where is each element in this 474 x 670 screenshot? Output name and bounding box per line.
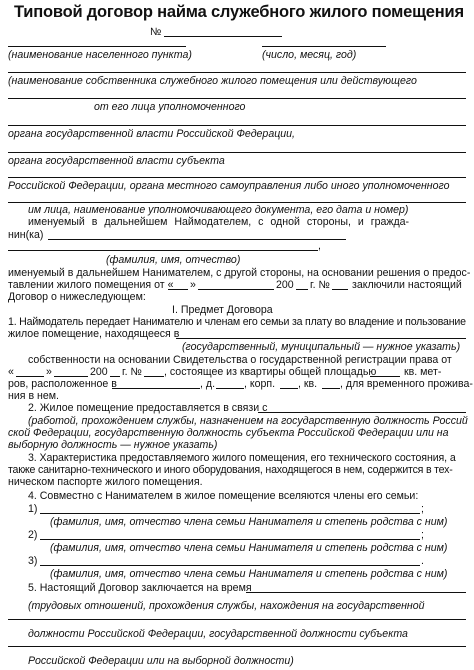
quote-close-1: » [190,279,196,291]
semicolon-1: ; [421,503,424,515]
contract-number-field[interactable] [164,36,282,37]
p4-text: 4. Совместно с Нанимателем в жилое помещение вселяются члены его семьи: [28,490,419,502]
family-member-1-caption: (фамилия, имя, отчество члена семьи Нанимателя и степень родства с ним) [50,516,448,528]
building-field[interactable] [280,388,298,389]
number-sign: № [150,26,162,38]
p3-line-3: ническом паспорте жилого помещения. [8,476,203,488]
document-title: Типовой договор найма служебного жилого помещения [14,3,464,21]
tenant-text-1: именуемый в дальнейшем Нанимателем, с другой стороны, на основании решения о предос- [8,267,471,279]
citizen-name-field-1[interactable] [48,239,346,240]
area-field[interactable] [370,376,400,377]
tenant-text-2e: заключили настоящий [352,279,462,291]
tenant-text-3: Договор о нижеследующем: [8,291,146,303]
term-field-3[interactable] [8,646,466,647]
p5-text: 5. Настоящий Договор заключается на время [28,582,252,594]
term-field-1[interactable] [246,592,466,593]
locality-caption: (наименование населенного пункта) [8,49,192,61]
house-number-field[interactable] [216,388,244,389]
p1-quote-open: « [8,366,14,378]
owner-caption-5: Российской Федерации, органа местного самоуправления либо иного уполномоченного [8,180,450,192]
comma-1: , [318,240,321,252]
tenant-name-caption: (фамилия, имя, отчество) [106,254,241,266]
owner-field-2[interactable] [8,98,466,99]
reason-caption-2: ской Федерации, государственную должность субъекта Российской Федерации или на [8,427,449,439]
family-member-2-caption: (фамилия, имя, отчество члена семьи Нанимателя и степень родства с ним) [50,542,448,554]
owner-field-1[interactable] [8,72,466,73]
p3-line-2: также санитарно-технического и иного оборудования, находящегося в нем, содержится в тех- [8,464,453,476]
period-1: . [421,555,424,567]
year-prefix-2: 200 [90,366,108,378]
p1-quote-close: » [46,366,52,378]
p1-line-1: 1. Наймодатель передает Нанимателю и членам его семьи за плату во владение и пользование [8,316,466,328]
cert-number-label: г. № [122,366,142,378]
p1-line-4-text: , состоящее из квартиры общей площадью [164,366,377,378]
flat-field[interactable] [322,388,340,389]
owner-field-5[interactable] [8,177,466,178]
term-caption-3: Российской Федерации или на выборной должности) [28,655,294,667]
p3-line-1: 3. Характеристика предоставляемого жилого помещения, его технического состояния, а [28,452,456,464]
p1-line-6: ния в нем. [8,390,59,402]
decision-month-field[interactable] [198,289,274,290]
owner-field-4[interactable] [8,152,466,153]
p1-line-3: собственности на основании Свидетельства о государственной регистрации права от [28,354,452,366]
p1-line-5-text: , для временного прожива- [340,378,473,390]
flat-label: , кв. [298,378,318,390]
family-member-2-field[interactable] [40,539,420,540]
housing-type-caption: (государственный, муниципальный — нужное указать) [182,341,461,353]
reason-caption-3: выборную должность — нужное указать) [8,439,218,451]
owner-field-3[interactable] [8,125,466,126]
tenant-text-2: тавлении жилого помещения от « [8,279,174,291]
owner-caption-2: от его лица уполномоченного [94,101,246,113]
owner-caption-3: органа государственной власти Российской Федерации, [8,128,296,140]
locality-field[interactable] [8,46,186,47]
family-member-3-number: 3) [28,555,38,567]
p2-text: 2. Жилое помещение предоставляется в связи с [28,402,268,414]
term-caption-1: (трудовых отношений, прохождения службы, нахождения на государственной [28,600,425,612]
sq-meters-label: кв. мет- [404,366,442,378]
section-1-heading: I. Предмет Договора [172,304,273,316]
owner-caption-6: им лица, наименование уполномочивающего документа, его дата и номер) [28,204,409,216]
p1-location-label: ров, расположенное в [8,378,117,390]
cert-month-field[interactable] [54,376,88,377]
p1-line-2: жилое помещение, находящееся в [8,328,180,340]
reason-caption-1: (работой, прохождением службы, назначением на государственную должность Россий [28,415,468,427]
family-member-3-field[interactable] [40,565,420,566]
owner-caption-1: (наименование собственника служебного жилого помещения или действующего [8,75,417,87]
cert-day-field[interactable] [16,376,44,377]
housing-type-field[interactable] [176,338,466,339]
address-street-field[interactable] [112,388,200,389]
decision-number-field[interactable] [332,289,348,290]
term-caption-2: должности Российской Федерации, государственной должности субъекта [28,628,408,640]
family-member-1-field[interactable] [40,513,420,514]
cert-number-field[interactable] [144,376,164,377]
term-field-2[interactable] [8,619,466,620]
building-label: , корп. [244,378,276,390]
citizen-label: нин(ка) [8,229,44,241]
landlord-text: именуемый в дальнейшем Наймодателем, с одной стороны, и гражда- [28,216,410,228]
date-caption: (число, месяц, год) [262,49,357,61]
family-member-2-number: 2) [28,529,38,541]
family-member-1-number: 1) [28,503,38,515]
decision-year-field[interactable] [296,289,308,290]
family-member-3-caption: (фамилия, имя, отчество члена семьи Нанимателя и степень родства с ним) [50,568,448,580]
owner-field-6[interactable] [8,202,466,203]
cert-year-field[interactable] [110,376,120,377]
decision-number-label: г. № [310,279,330,291]
owner-caption-4: органа государственной власти субъекта [8,155,225,167]
reason-field[interactable] [258,412,466,413]
house-label: , д. [200,378,216,390]
citizen-name-field-2[interactable] [8,250,318,251]
decision-day-field[interactable] [168,289,188,290]
semicolon-2: ; [421,529,424,541]
date-field[interactable] [262,46,386,47]
year-prefix-1: 200 [276,279,294,291]
